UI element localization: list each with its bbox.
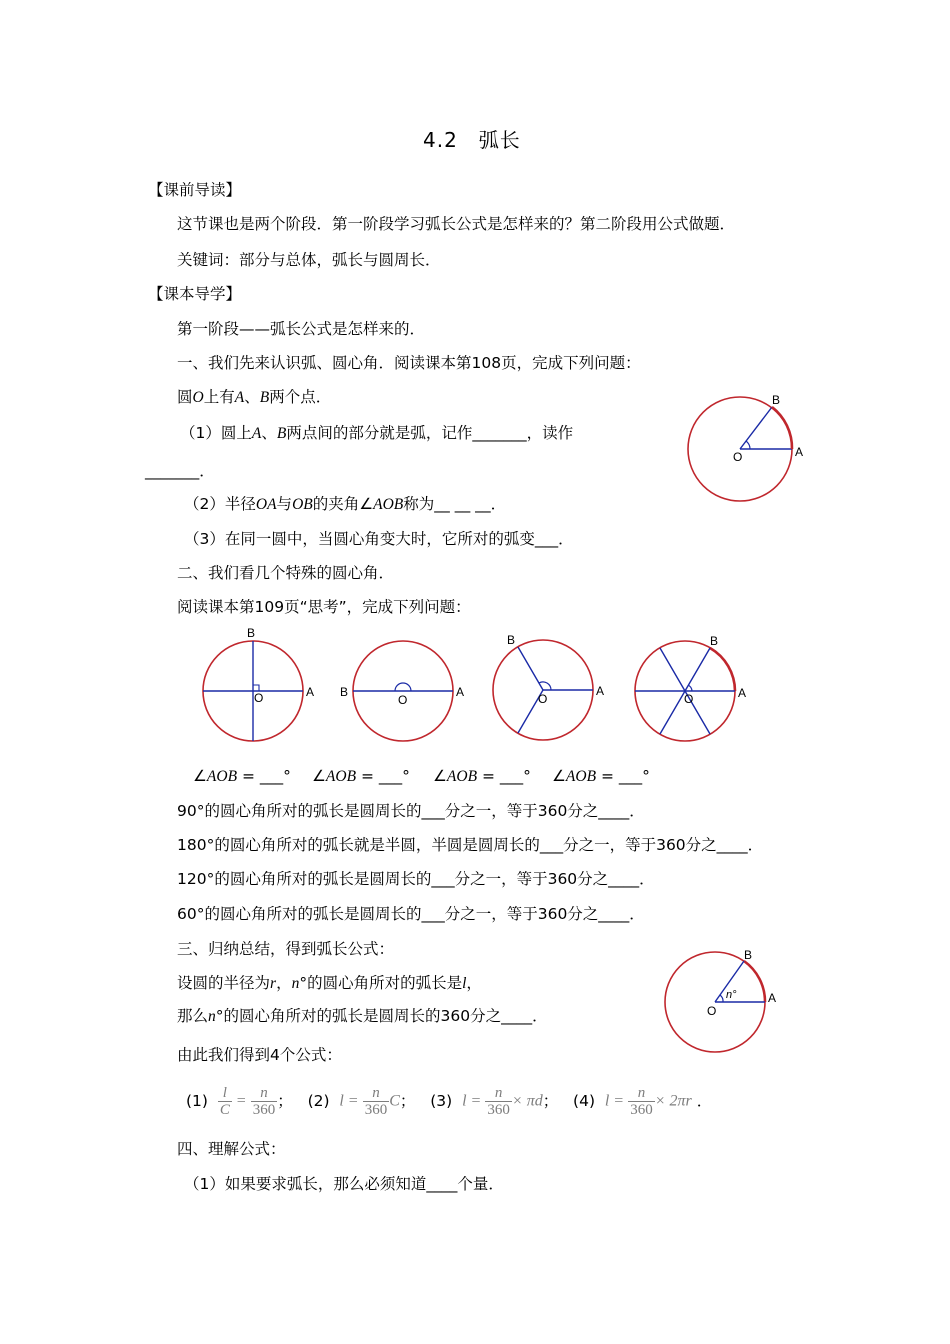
preview-paragraph: 这节课也是两个阶段．第一阶段学习弧长公式是怎样来的？第二阶段用公式做题． [177, 215, 736, 233]
label-b: B [710, 634, 719, 648]
label-o: O [538, 692, 548, 706]
question-2: （2）半径OA与OB的夹角∠AOB称为__ __ __． [184, 495, 507, 513]
angle-blank-3: ∠AOB = ___° [433, 767, 531, 785]
part3-line2: 那么n°的圆心角所对的弧长是圆周长的360分之____． [177, 1007, 548, 1025]
figure-90-degree [195, 628, 320, 748]
formula-2: (2) l = $\frac{n}{360}$ C； [307, 1085, 416, 1118]
formula-4: (4) l = $\frac{n}{360}$ × 2πr ． [573, 1085, 713, 1118]
label-o: O [733, 450, 743, 464]
angle-arc [720, 995, 723, 1002]
angle-arc [688, 685, 692, 691]
label-o: O [707, 1004, 717, 1018]
arc-ab [744, 961, 765, 1002]
question-1: （1）圆上A、B两点间的部分就是弧，记作_______，读作 [180, 424, 574, 442]
part2-intro: 阅读课本第109页“思考”，完成下列问题： [177, 598, 471, 616]
label-b: B [507, 633, 516, 647]
arc-ab [772, 407, 792, 449]
label-b: B [744, 948, 753, 962]
part3-line3: 由此我们得到4个公式： [177, 1046, 342, 1064]
line-60: 60°的圆心角所对的弧长是圆周长的___分之一，等于360分之____． [177, 905, 645, 923]
line-180: 180°的圆心角所对的弧长就是半圆，半圆是圆周长的___分之一，等于360分之____． [177, 836, 764, 854]
keywords-line: 关键词：部分与总体，弧长与圆周长． [177, 251, 441, 269]
angle-blank-1: ∠AOB = ___° [193, 767, 291, 785]
radius-b [518, 647, 543, 690]
question-3: （3）在同一圆中，当圆心角变大时，它所对的弧变___． [184, 530, 574, 548]
section-heading-preview: 【课前导读】 [148, 181, 242, 199]
figure-120-degree [480, 628, 615, 748]
part4-question-1: （1）如果要求弧长，那么必须知道____个量． [184, 1175, 504, 1193]
part3-line1: 设圆的半径为r，n°的圆心角所对的弧长是l， [177, 974, 482, 992]
figure-180-degree [335, 628, 470, 748]
label-a: A [738, 686, 747, 700]
question-1-line2: _______． [145, 462, 215, 480]
label-a: A [456, 685, 465, 699]
label-o: O [684, 692, 694, 706]
figure-arc-ab [680, 390, 805, 510]
formula-3: (3) l = $\frac{n}{360}$ × πd； [430, 1085, 559, 1118]
label-b: B [772, 393, 781, 407]
part4-title: 四、理解公式： [177, 1140, 286, 1158]
label-a: A [306, 685, 315, 699]
label-b: B [247, 628, 256, 640]
angle-arc [395, 683, 411, 691]
angle-blank-4: ∠AOB = ___° [552, 767, 650, 785]
label-a: A [596, 684, 605, 698]
arc-ab [710, 648, 735, 691]
label-a: A [795, 445, 804, 459]
figure-60-degree [622, 628, 757, 748]
stage1-title: 第一阶段——弧长公式是怎样来的． [177, 320, 426, 338]
formula-1: (1) $\frac{l}{C}$ = $\frac{n}{360}$ ； [186, 1085, 293, 1118]
part2-title: 二、我们看几个特殊的圆心角． [177, 564, 395, 582]
label-b: B [340, 685, 349, 699]
angle-arc [746, 441, 750, 449]
part3-title: 三、归纳总结，得到弧长公式： [177, 940, 395, 958]
label-n-degree: n° [726, 989, 737, 1001]
part1-title: 一、我们先来认识弧、圆心角．阅读课本第108页，完成下列问题： [177, 354, 641, 372]
label-a: A [768, 991, 777, 1005]
section-heading-textbook: 【课本导学】 [148, 285, 242, 303]
formula-row [186, 1082, 712, 1121]
label-o: O [398, 693, 408, 707]
part1-intro: 圆O上有A、B两个点． [177, 388, 332, 406]
line-120: 120°的圆心角所对的弧长是圆周长的___分之一，等于360分之____． [177, 870, 655, 888]
page-title: 4.2 弧长 [423, 128, 521, 152]
angle-blank-2: ∠AOB = ___° [312, 767, 410, 785]
figure-n-degree [658, 945, 783, 1060]
radius-ob [740, 407, 772, 449]
label-o: O [254, 691, 264, 705]
line-90: 90°的圆心角所对的弧长是圆周长的___分之一，等于360分之____． [177, 802, 645, 820]
